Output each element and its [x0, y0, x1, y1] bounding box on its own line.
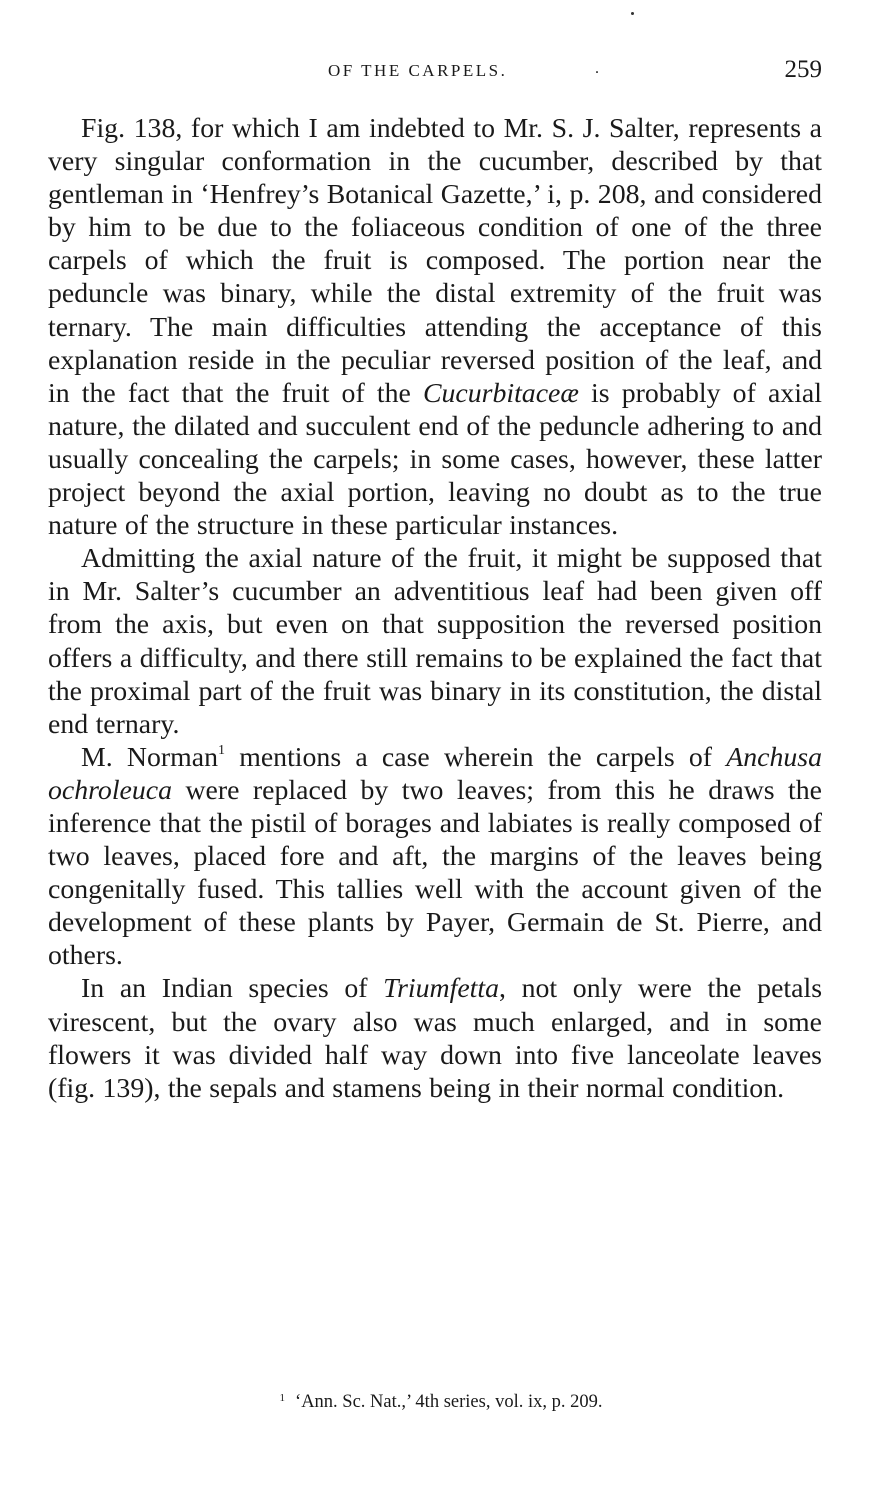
text-run: Fig. 138, for which I am indebted to Mr. S. J. Salter, represents a very singular conformation in the cucumber, described by that gentleman in ‘Henfrey’s Botanical Gazette,’ i, p. 208, and considered by him to be due to the foliaceous condition of one of the three carpels of which the fruit is composed. The portion near the peduncle was binary, while the distal extremity of the fruit was ternary. The main difficulties attending the acceptance of this explanation reside in the peculiar reversed position of the leaf, and in the fact that the fruit of the	[48, 113, 822, 409]
footnote	[0, 1392, 882, 1413]
running-head: OF THE CARPELS.	[328, 61, 508, 80]
paragraph-axial-nature	[48, 542, 822, 741]
text-run: Admitting the axial nature of the fruit, it might be supposed that in Mr. Salter’s cucumber an adventitious leaf had been given off from the axis, but even on that supposition the reversed position offers a difficulty, and there still remains to be explained the fact that the proximal part of the fruit was binary in its constitution, the distal end ternary.	[48, 543, 822, 740]
text-run: is probably of axial nature, the dilated and succulent end of the peduncle adhering to and usually concealing the carpels; in some cases, however, these latter project beyond the axial portion, leaving no doubt as to the true nature of the structure in these particular instances.	[48, 377, 822, 542]
text-run: , not only were the petals virescent, but the ovary also was much enlarged, and in some flowers it was divided half way down into five lanceolate leaves (fig. 139), the sepals and stamens being in their normal condition.	[48, 973, 823, 1104]
print-speck	[631, 12, 634, 15]
paragraph-norman-anchusa	[48, 741, 822, 973]
paragraph-triumfetta	[48, 972, 822, 1104]
page-number: 259	[784, 56, 822, 83]
footnote-marker: 1	[279, 1392, 286, 1404]
text-run: M. Norman	[81, 741, 218, 773]
paragraph-salter-cucumber	[48, 112, 822, 542]
footnote-text: ‘Ann. Sc. Nat.,’ 4th series, vol. ix, p. 209.	[295, 1392, 603, 1412]
text-run: In an Indian species of	[81, 973, 384, 1005]
footnote-reference: 1	[217, 742, 225, 758]
italic-term: Anchusa ochroleuca	[48, 741, 822, 806]
text-run: were replaced by two leaves; from this he draws the inference that the pistil of borages and labiates is really composed of two leaves, placed fore and aft, the margins of the leaves being congenitally fused. This tallies well with the account given of the development of these plants by Payer, Germain de St. Pierre, and others.	[48, 774, 822, 972]
italic-term: Triumfetta	[383, 973, 499, 1005]
header-mark: .	[595, 60, 599, 77]
italic-term: Cucurbitaceæ	[422, 377, 579, 409]
body-text	[48, 112, 822, 1105]
page-header	[50, 56, 822, 92]
text-run: mentions a case wherein the carpels of	[224, 741, 727, 773]
